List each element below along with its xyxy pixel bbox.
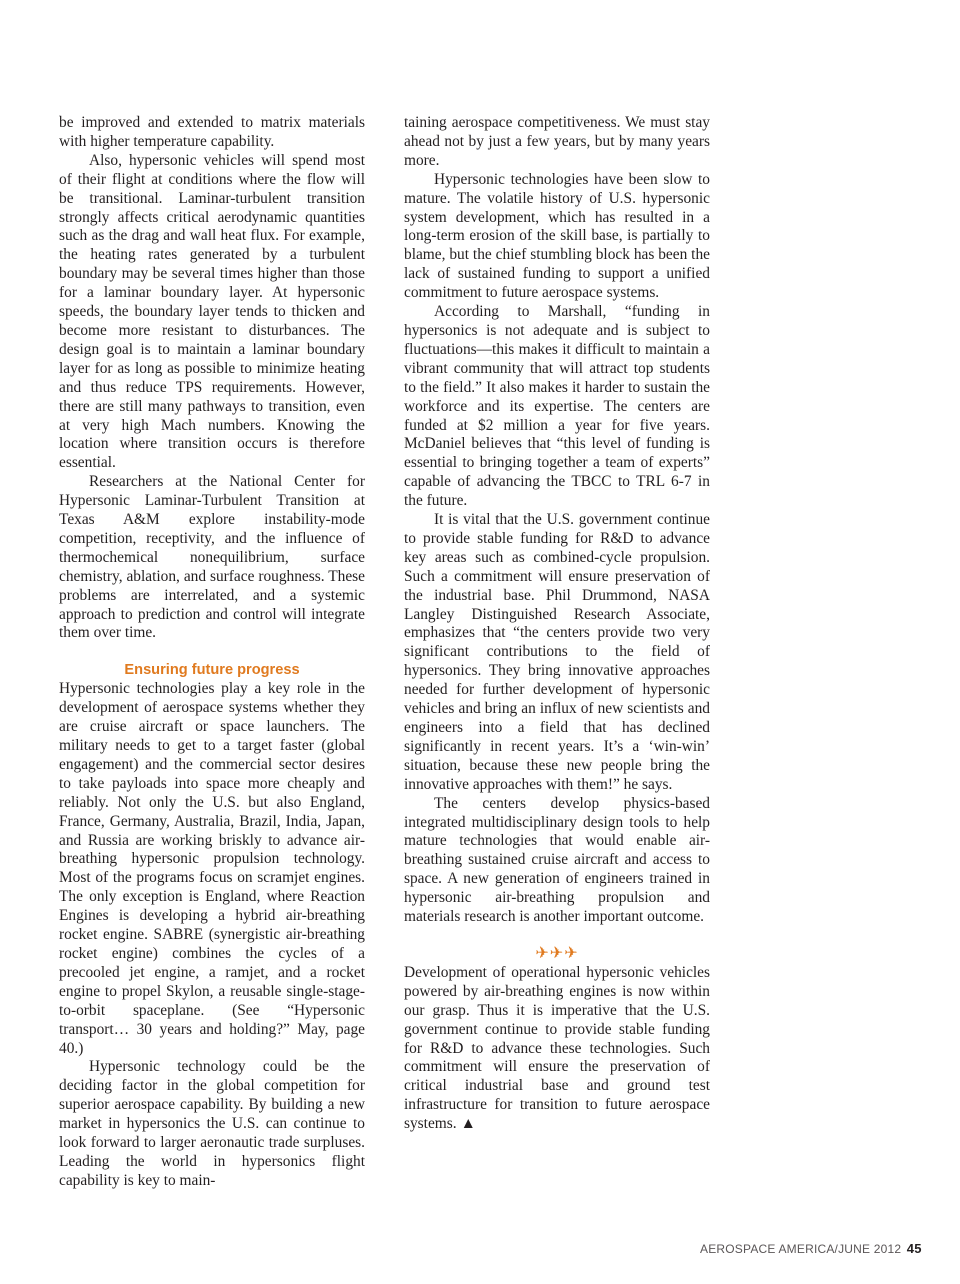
section-heading: Ensuring future progress	[124, 662, 300, 679]
right-column	[404, 114, 710, 1134]
body-paragraph: Hypersonic technology could be the deciding factor in the global competition for superior aerospace capability. By building a new market in hypersonics the U.S. can continue to look forward to larger aeronautic trade surpluses. Leading the world in hypersonics flight capability is key to main-	[59, 1058, 365, 1189]
closing-text: Development of operational hypersonic vehicles powered by air-breathing engines is now within our grasp. Thus it is imperative that the U.S. government continue to provide stable funding for R&D to advance these technologies. Such commitment will ensure the preservation of critical industrial base and ground test infrastructure for transition to future aerospace systems.	[404, 963, 710, 1133]
left-column	[59, 114, 365, 1191]
body-paragraph: be improved and extended to matrix materials with higher temperature capability.	[59, 114, 365, 150]
end-mark-icon: ▲	[460, 1115, 476, 1133]
body-paragraph: Researchers at the National Center for Hypersonic Laminar-Turbulent Transition at Texas A&M explore instability-mode competition, receptivity, and the influence of thermochemical nonequilibrium, surface chemistry, ablation, and surface roughness. These problems are interrelated, and a systemic approach to prediction and control will integrate them over time.	[59, 473, 365, 642]
page-number: 45	[906, 1241, 922, 1256]
body-paragraph: taining aerospace competitiveness. We must stay ahead not by just a few years, but by many years more.	[404, 114, 710, 169]
closing-paragraph	[404, 964, 710, 1134]
page-footer	[700, 1241, 922, 1256]
body-paragraph: Also, hypersonic vehicles will spend most of their flight at conditions where the flow will be transitional. Laminar-turbulent transition strongly affects critical aerodynamic quantities such as the drag and wall heat flux. For example, the heating rates generated by a turbulent boundary may be several times higher than those for a laminar boundary layer. At hypersonic speeds, the boundary layer tends to thicken and become more resistant to disturbances. The design goal is to maintain a laminar boundary layer for as long as possible to minimize heating and thus reduce TPS requirements. However, there are still many pathways to transition, even at very high Mach numbers. Knowing the location where transition occurs is therefore essential.	[59, 151, 365, 472]
body-paragraph: Hypersonic technologies have been slow to mature. The volatile history of U.S. hypersonic system development, which has resulted in a long-term erosion of the skill base, is partially to blame, but the chief stumbling block has been the lack of sustained funding to support a unified commitment to future aerospace systems.	[404, 170, 710, 302]
body-paragraph: The centers develop physics-based integrated multidisciplinary design tools to help mature technologies that would enable air-breathing sustained cruise aircraft and access to space. A new generation of engineers trained in hypersonic air-breathing propulsion and materials research is another important outcome.	[404, 794, 710, 926]
publication-title: AEROSPACE AMERICA/JUNE 2012	[700, 1242, 902, 1256]
section-divider-airplane-icon: ✈✈✈	[535, 944, 579, 962]
body-paragraph: According to Marshall, “funding in hypersonics is not adequate and is subject to fluctuations—this makes it difficult to maintain a vibrant community that will attract top students to the field.” It also makes it harder to sustain the workforce and its expertise. The centers are funded at $2 million a year for five years. McDaniel believes that “this level of funding is essential to bringing together a team of experts” capable of advancing the TBCC to TRL 6-7 in the future.	[404, 303, 710, 510]
body-paragraph: Hypersonic technologies play a key role in the development of aerospace systems whether they are cruise aircraft or space launchers. The military needs to get to a target faster (global engagement) and the commercial sector desires to take payloads into space more cheaply and reliably. Not only the U.S. but also England, France, Germany, Australia, Brazil, India, Japan, and Russia are working briskly to advance air-breathing hypersonic propulsion technology. Most of the programs focus on scramjet engines. The only exception is England, where Reaction Engines is developing a hybrid air-breathing rocket engine. SABRE (synergistic air-breathing rocket engine) combines the cycles of a precooled jet engine, a ramjet, and a rocket engine to propel Skylon, a reusable single-stage-to-orbit spaceplane. (See “Hypersonic transport… 30 years and holding?” May, page 40.)	[59, 680, 365, 1057]
body-paragraph: It is vital that the U.S. government continue to provide stable funding for R&D to advance key areas such as combined-cycle propulsion. Such a commitment will ensure preservation of the industrial base. Phil Drummond, NASA Langley Distinguished Research Associate, emphasizes that “the centers provide two very significant contributions to the field of hypersonics. They bring innovative approaches needed for further development of hypersonic vehicles and bring an influx of new scientists and engineers into a field that has declined significantly in recent years. It’s a ‘win-win’ situation, because these new people bring the innovative approaches with them!” he says.	[404, 511, 710, 793]
